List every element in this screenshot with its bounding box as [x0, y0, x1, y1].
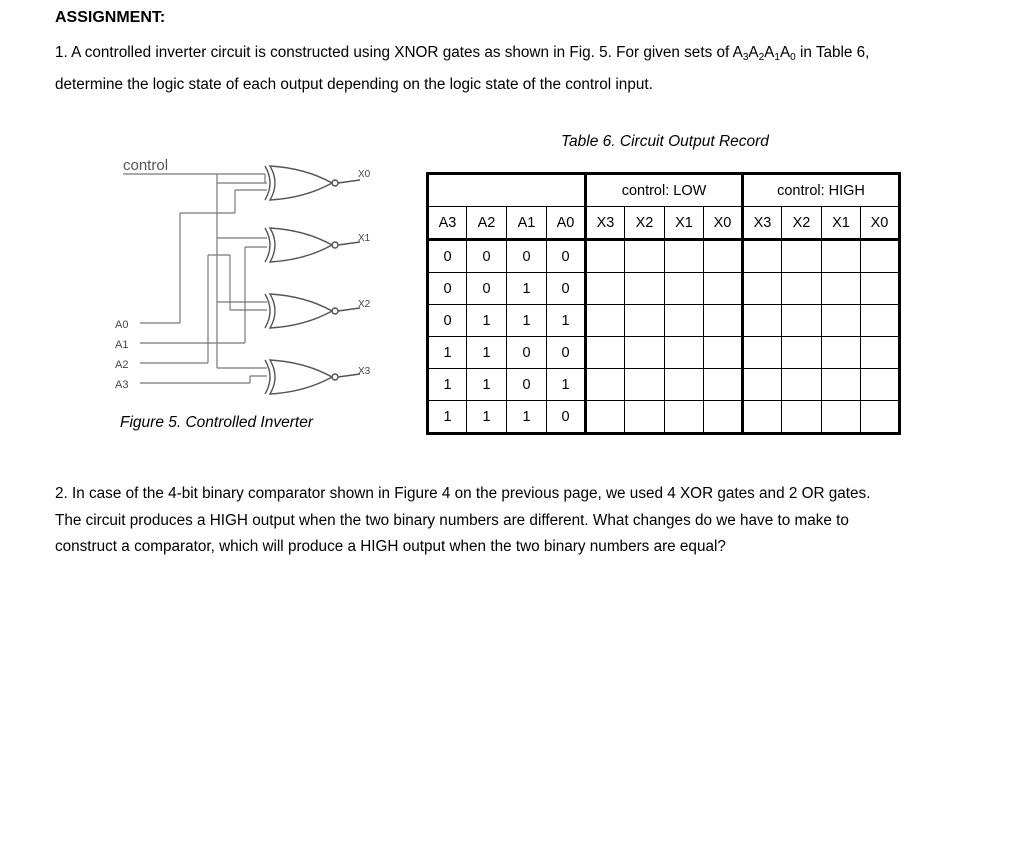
empty-output-cell	[782, 401, 822, 434]
empty-output-cell	[625, 240, 665, 273]
empty-output-cell	[743, 369, 782, 401]
empty-output-cell	[625, 401, 665, 434]
empty-output-cell	[665, 401, 704, 434]
col-header-a1: A1	[507, 207, 547, 240]
cell-a1: 0	[507, 369, 547, 401]
empty-output-cell	[782, 305, 822, 337]
empty-output-cell	[586, 240, 625, 273]
cell-a3: 0	[428, 305, 467, 337]
col-header-low-x1: X1	[665, 207, 704, 240]
empty-output-cell	[822, 240, 861, 273]
circuit-output-record-table	[426, 172, 901, 435]
cell-a2: 1	[467, 401, 507, 434]
table-group-header-row	[428, 174, 900, 207]
cell-a2: 1	[467, 369, 507, 401]
col-header-low-x0: X0	[704, 207, 743, 240]
empty-output-cell	[861, 337, 900, 369]
empty-output-cell	[586, 337, 625, 369]
output-label-x2: X2	[358, 299, 371, 310]
cell-a1: 1	[507, 273, 547, 305]
empty-output-cell	[782, 273, 822, 305]
col-header-high-x0: X0	[861, 207, 900, 240]
empty-output-cell	[704, 369, 743, 401]
table-row	[428, 305, 900, 337]
assignment-heading: ASSIGNMENT:	[55, 9, 166, 26]
cell-a1: 1	[507, 305, 547, 337]
control-label: control	[123, 157, 169, 174]
table-caption: Table 6. Circuit Output Record	[561, 133, 769, 150]
empty-output-cell	[704, 273, 743, 305]
empty-output-cell	[625, 337, 665, 369]
xnor-gate-2	[265, 294, 360, 328]
empty-output-cell	[665, 337, 704, 369]
cell-a0: 0	[547, 273, 586, 305]
empty-output-cell	[822, 401, 861, 434]
col-header-a3: A3	[428, 207, 467, 240]
empty-output-cell	[586, 273, 625, 305]
empty-output-cell	[743, 240, 782, 273]
cell-a1: 1	[507, 401, 547, 434]
col-header-a2: A2	[467, 207, 507, 240]
xnor-gate-0	[265, 166, 360, 200]
empty-output-cell	[861, 273, 900, 305]
col-header-a0: A0	[547, 207, 586, 240]
empty-output-cell	[586, 401, 625, 434]
col-header-high-x1: X1	[822, 207, 861, 240]
cell-a2: 1	[467, 337, 507, 369]
empty-output-cell	[743, 305, 782, 337]
question-2-line-1: 2. In case of the 4-bit binary comparator shown in Figure 4 on the previous page, we used 4 XOR gates and 2 OR gates.	[55, 485, 871, 502]
cell-a1: 0	[507, 240, 547, 273]
empty-output-cell	[704, 337, 743, 369]
figure-caption: Figure 5. Controlled Inverter	[120, 414, 313, 431]
empty-output-cell	[782, 240, 822, 273]
cell-a1: 0	[507, 337, 547, 369]
table-column-header-row	[428, 207, 900, 240]
empty-output-cell	[665, 369, 704, 401]
cell-a0: 0	[547, 401, 586, 434]
blank-corner-cell	[428, 174, 586, 207]
output-label-x0: X0	[358, 169, 371, 180]
input-label-a1: A1	[115, 339, 129, 351]
empty-output-cell	[861, 369, 900, 401]
table-row	[428, 273, 900, 305]
empty-output-cell	[743, 273, 782, 305]
table-row	[428, 369, 900, 401]
empty-output-cell	[586, 369, 625, 401]
table-row	[428, 337, 900, 369]
question-2-line-3: construct a comparator, which will produce a HIGH output when the two binary numbers are equal?	[55, 538, 726, 555]
empty-output-cell	[586, 305, 625, 337]
empty-output-cell	[743, 401, 782, 434]
empty-output-cell	[665, 305, 704, 337]
col-header-low-x3: X3	[586, 207, 625, 240]
col-header-high-x3: X3	[743, 207, 782, 240]
output-label-x1: X1	[358, 233, 371, 244]
xnor-gate-1	[265, 228, 360, 262]
table-row	[428, 401, 900, 434]
empty-output-cell	[861, 401, 900, 434]
empty-output-cell	[625, 305, 665, 337]
cell-a3: 1	[428, 337, 467, 369]
empty-output-cell	[704, 401, 743, 434]
empty-output-cell	[782, 369, 822, 401]
empty-output-cell	[625, 273, 665, 305]
input-label-a3: A3	[115, 379, 129, 391]
cell-a2: 0	[467, 273, 507, 305]
input-label-a0: A0	[115, 319, 129, 331]
empty-output-cell	[822, 369, 861, 401]
empty-output-cell	[704, 305, 743, 337]
empty-output-cell	[822, 273, 861, 305]
empty-output-cell	[782, 337, 822, 369]
empty-output-cell	[861, 240, 900, 273]
empty-output-cell	[665, 273, 704, 305]
cell-a3: 1	[428, 369, 467, 401]
cell-a0: 1	[547, 369, 586, 401]
table-row	[428, 240, 900, 273]
output-label-x3: X3	[358, 366, 371, 377]
cell-a2: 0	[467, 240, 507, 273]
empty-output-cell	[704, 240, 743, 273]
cell-a2: 1	[467, 305, 507, 337]
empty-output-cell	[665, 240, 704, 273]
col-header-low-x2: X2	[625, 207, 665, 240]
cell-a0: 0	[547, 337, 586, 369]
question-2-line-2: The circuit produces a HIGH output when the two binary numbers are different. What changes do we have to make to	[55, 511, 849, 529]
group-header-high: control: HIGH	[743, 174, 900, 207]
group-header-low: control: LOW	[586, 174, 743, 207]
col-header-high-x2: X2	[782, 207, 822, 240]
input-label-a2: A2	[115, 359, 129, 371]
controlled-inverter-circuit	[110, 150, 390, 410]
empty-output-cell	[861, 305, 900, 337]
question-1	[55, 40, 975, 98]
cell-a3: 0	[428, 240, 467, 273]
empty-output-cell	[822, 337, 861, 369]
empty-output-cell	[625, 369, 665, 401]
question-2	[55, 481, 975, 561]
xnor-gate-3	[265, 360, 360, 394]
cell-a0: 1	[547, 305, 586, 337]
question-1-line-2: determine the logic state of each output depending on the logic state of the control input.	[55, 75, 653, 93]
cell-a3: 0	[428, 273, 467, 305]
cell-a0: 0	[547, 240, 586, 273]
empty-output-cell	[822, 305, 861, 337]
question-1-line-1: 1. A controlled inverter circuit is constructed using XNOR gates as shown in Fig. 5. For given sets of $A_3A_2A_1A_0$ in Table 6,	[55, 44, 870, 63]
empty-output-cell	[743, 337, 782, 369]
cell-a3: 1	[428, 401, 467, 434]
